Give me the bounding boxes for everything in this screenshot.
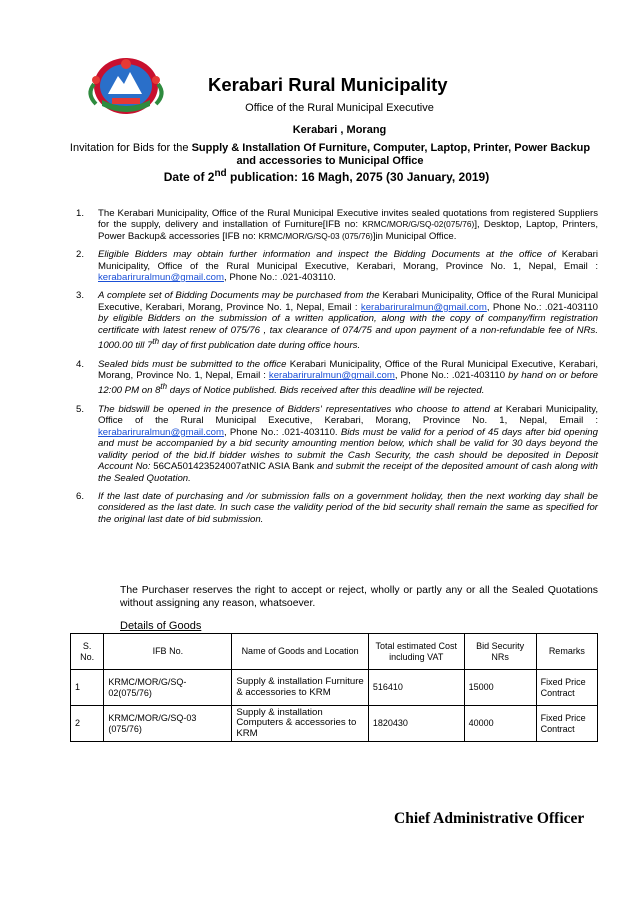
table-row <box>71 706 598 742</box>
item-text: ], Desktop, Laptop, Printers, Power Backup& accessories [IFB no: <box>98 219 599 242</box>
col-remarks: Remarks <box>536 634 597 670</box>
item-text: A complete set of Bidding Documents may be purchased from the <box>98 290 383 302</box>
table-row <box>71 670 598 706</box>
item-number: 6. <box>76 490 85 502</box>
list-item <box>76 359 598 397</box>
item-text: day of first publication date during office hours. <box>159 340 361 352</box>
invitation-subject: Supply & Installation Of Furniture, Computer, Laptop, Printer, Power Backup and accessories to Municipal Office <box>191 142 591 167</box>
item-number: 1. <box>76 208 85 219</box>
cell-goods: Supply & installation Furniture & accessories to KRM <box>232 670 369 706</box>
col-sno: S. No. <box>71 634 104 670</box>
page-title: Kerabari Rural Municipality <box>208 74 448 95</box>
list-item <box>76 491 598 525</box>
email-link[interactable]: kerabariruralmun@gmail.com <box>98 426 224 438</box>
item-text: Sealed bids must be submitted to the office <box>98 358 290 370</box>
cell-security: 40000 <box>464 706 536 742</box>
account-number: 56CA501423524007atNIC ASIA Bank <box>153 461 315 473</box>
item-text: ]in Municipal Office. <box>372 230 457 242</box>
item-text: The Kerabari Municipality, Office of the Rural Municipal Executive invites sealed quotations from registered Suppliers for the supply, delivery and installation of Furniture[IFB no: <box>98 208 598 231</box>
invitation-prefix: Invitation for Bids for the <box>69 142 192 154</box>
cell-security: 15000 <box>464 670 536 706</box>
col-security: Bid Security NRs <box>464 634 536 670</box>
cell-remarks: Fixed Price Contract <box>536 670 597 706</box>
list-item <box>76 290 598 351</box>
item-text: days of Notice published. Bids received after this deadline will be rejected. <box>167 385 485 397</box>
list-item <box>76 208 598 242</box>
details-heading: Details of Goods <box>120 620 202 632</box>
item-number: 3. <box>76 290 85 302</box>
office-address: Kerabari Municipality, Office of the Rural Municipal Executive, Kerabari, Morang, Province No. 1, Nepal, Email : <box>98 249 598 272</box>
cell-sno: 2 <box>71 706 104 742</box>
item-number: 5. <box>76 404 85 416</box>
item-number: 2. <box>76 249 85 261</box>
cell-sno: 1 <box>71 670 104 706</box>
ordinal-sup: th <box>152 337 160 347</box>
item-text: and submit the receipt of the deposited amount of cash along with the Sealed Quotation. <box>98 461 598 484</box>
cell-ifb: KRMC/MOR/G/SQ-02(075/76) <box>104 670 232 706</box>
email-link[interactable]: kerabariruralmun@gmail.com <box>268 370 395 382</box>
reservation-note: The Purchaser reserves the right to accept or reject, wholly or partly any or all the Sealed Quotations without assigning any reason, whatsoever. <box>120 585 598 609</box>
date-sup: nd <box>214 168 227 179</box>
col-cost: Total estimated Cost including VAT <box>368 634 464 670</box>
place-label: Kerabari , Morang <box>292 124 387 136</box>
email-link[interactable]: kerabariruralmun@gmail.com <box>98 272 224 284</box>
phone-number: , Phone No.: .021-403110. <box>223 426 338 438</box>
cell-ifb: KRMC/MOR/G/SQ-03 (075/76) <box>104 706 232 742</box>
item-text: Eligible Bidders may obtain further information and inspect the Bidding Documents at the office of <box>98 249 562 261</box>
phone-number: , Phone No.: .021-403110 <box>394 370 506 382</box>
phone-number: , Phone No.: .021-403110. <box>223 272 336 284</box>
date-suffix: publication: 16 Magh, 2075 (30 January, 2019) <box>226 170 490 184</box>
ordinal-sup: th <box>160 382 168 392</box>
item-text: The bidswill be opened in the presence of Bidders' representatives who choose to attend at <box>98 404 506 416</box>
col-ifb: IFB No. <box>104 634 232 670</box>
cell-cost: 516410 <box>368 670 464 706</box>
ifb-number: KRMC/MOR/G/SQ-03 (075/76) <box>258 230 373 241</box>
date-prefix: Date of 2 <box>163 170 215 184</box>
item-text: If the last date of purchasing and /or submission falls on a government holiday, then the next working day shall be considered as the last date. In such case the validity period of the bid security shall remain the same as specified for the original last date of bid submission. <box>98 490 598 525</box>
cell-remarks: Fixed Price Contract <box>536 706 597 742</box>
table-header-row <box>71 634 598 670</box>
goods-table <box>70 633 598 742</box>
office-address: Kerabari Municipality, Office of the Rural Municipal Executive, Kerabari, Morang, Province No. 1, Nepal, Email : <box>98 404 598 427</box>
list-item <box>76 404 598 484</box>
cell-goods: Supply & installation Computers & accessories to KRM <box>232 706 369 742</box>
office-subtitle: Office of the Rural Municipal Executive <box>245 102 434 114</box>
col-goods: Name of Goods and Location <box>232 634 369 670</box>
item-text: by eligible Bidders on the submission of a written application, along with the copy of company/firm registration certificate with latest renew of 075/76 , tax clearance of 074/75 and upon payment of a non-refundable fee of NRs. 1000.00 till 7 <box>98 313 598 352</box>
office-address: Kerabari Municipality, Office of the Rural Municipal Executive, Kerabari, Morang, Province No. 1, Nepal, Email : <box>98 290 598 313</box>
item-text: Bids must be valid for a period of 45 days after bid opening and must be accompanied by a bid security amounting mention below, which shall be valid for 30 days beyond the validity period of the bid.If bidder wishes to submit the Cash Security, the cash should be deposited in Deposit Account No: <box>98 426 598 473</box>
ifb-number: KRMC/MOR/G/SQ-02(075/76) <box>362 219 475 230</box>
publication-date <box>0 168 643 184</box>
phone-number: , Phone No.: .021-403110 <box>486 301 598 313</box>
list-item <box>76 249 598 283</box>
item-number: 4. <box>76 358 85 370</box>
email-link[interactable]: kerabariruralmun@gmail.com <box>360 301 487 313</box>
office-address: Kerabari Municipality, Office of the Rural Municipal Executive, Kerabari, Morang, Province No. 1, Nepal, Email : <box>98 358 598 382</box>
instructions-list <box>76 208 598 532</box>
invitation-heading <box>60 142 600 168</box>
signature-title: Chief Administrative Officer <box>394 810 585 827</box>
cell-cost: 1820430 <box>368 706 464 742</box>
item-text: by hand on or before 12:00 PM on 8 <box>98 370 598 397</box>
